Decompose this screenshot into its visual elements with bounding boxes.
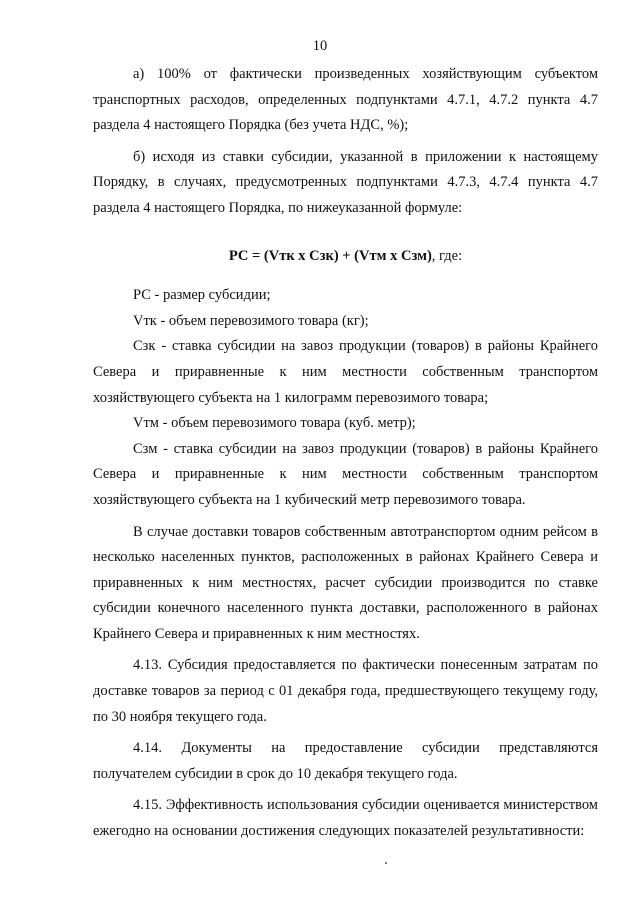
paragraph-a: а) 100% от фактически произведенных хозяйствующим субъектом транспортных расходов, определенных подпунктами 4.7.1, 4.7.2 пункта 4.7 раздела 4 настоящего Порядка (без учета НДС, %); [93,66,598,134]
document-body [93,62,598,851]
paragraph-4-14: 4.14. Документы на предоставление субсидии представляются получателем субсидии в срок до 10 декабря текущего года. [93,740,598,782]
definition-vtk: Vтк - объем перевозимого товара (кг); [133,312,369,329]
formula-suffix: , где: [431,247,463,264]
formula [93,244,598,270]
paragraph-delivery: В случае доставки товаров собственным автотранспортом одним рейсом в несколько населенных пунктов, расположенных в районах Крайнего Севера и приравненных к ним местностях, расчет субсидии производится по ставке субсидии конечного населенного пункта доставки, расположенного в районах Крайнего Севера и приравненных к ним местностях. [93,523,598,642]
paragraph-b: б) исходя из ставки субсидии, указанной в приложении к настоящему Порядку, в случаях, предусмотренных подпунктами 4.7.3, 4.7.4 пункта 4.7 раздела 4 настоящего Порядка, по нижеуказанной формуле: [93,148,598,216]
definition-vtm: Vтм - объем перевозимого товара (куб. метр); [133,415,416,432]
definition-szk: Сзк - ставка субсидии на завоз продукции (товаров) в районы Крайнего Севера и приравненные к ним местности собственным транспортом хозяйствующего субъекта на 1 килограмм перевозимого товара; [93,338,598,406]
scan-speck [385,862,387,864]
page-number: 10 [312,38,328,54]
definition-szm: Сзм - ставка субсидии на завоз продукции (товаров) в районы Крайнего Севера и приравненные к ним местности собственным транспортом хозяйствующего субъекта на 1 кубический метр перевозимого товара. [93,440,598,508]
paragraph-4-13: 4.13. Субсидия предоставляется по фактически понесенным затратам по доставке товаров за период с 01 декабря года, предшествующего текущему году, по 30 ноября текущего года. [93,657,598,725]
formula-expression: РС = (Vтк х Сзк) + (Vтм х Сзм) [228,247,432,264]
paragraph-4-15: 4.15. Эффективность использования субсидии оценивается министерством ежегодно на основании достижения следующих показателей результативности: [93,797,598,840]
definition-rs: РС - размер субсидии; [133,287,271,304]
